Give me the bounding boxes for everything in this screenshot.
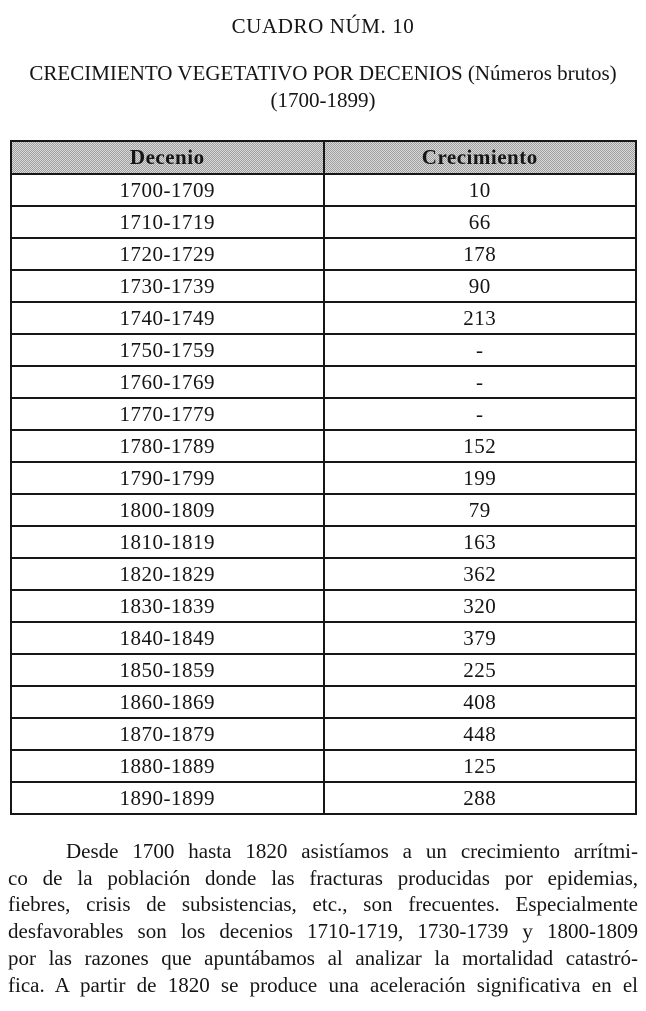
decenio-cell: 1840-1849 [11,622,324,654]
decenio-cell: 1870-1879 [11,718,324,750]
table-row [11,718,636,750]
table-row [11,526,636,558]
crecimiento-cell: 79 [324,494,637,526]
decenio-cell: 1790-1799 [11,462,324,494]
table-title [0,60,646,114]
crecimiento-cell: - [324,334,637,366]
decenio-cell: 1890-1899 [11,782,324,814]
crecimiento-cell: - [324,398,637,430]
decenio-cell: 1830-1839 [11,590,324,622]
table-row [11,750,636,782]
crecimiento-cell: 225 [324,654,637,686]
table-number-heading: CUADRO NÚM. 10 [231,14,415,38]
decenio-cell: 1780-1789 [11,430,324,462]
paragraph-line: por las razones que apuntábamos al analizar la mortalidad catastró- [8,945,638,970]
crecimiento-cell: 362 [324,558,637,590]
crecimiento-cell: 199 [324,462,637,494]
body-paragraph [8,838,638,998]
table-header-row [11,141,636,174]
decenio-cell: 1750-1759 [11,334,324,366]
table-row [11,238,636,270]
decenio-cell: 1820-1829 [11,558,324,590]
decenio-cell: 1770-1779 [11,398,324,430]
decenio-cell: 1700-1709 [11,174,324,206]
table-row [11,174,636,206]
table-title-line1: CRECIMIENTO VEGETATIVO POR DECENIOS (Números brutos) [29,61,617,85]
table-row [11,494,636,526]
table-title-line2: (1700-1899) [270,88,376,112]
crecimiento-cell: 66 [324,206,637,238]
table-row [11,782,636,814]
table-row [11,206,636,238]
table-row [11,302,636,334]
table-row [11,462,636,494]
paragraph-line: co de la población donde las fracturas producidas por epidemias, [8,865,638,890]
decenio-cell: 1810-1819 [11,526,324,558]
crecimiento-cell: 408 [324,686,637,718]
table-row [11,558,636,590]
decenio-cell: 1860-1869 [11,686,324,718]
table-row [11,334,636,366]
crecimiento-cell: 288 [324,782,637,814]
paragraph-line: fica. A partir de 1820 se produce una aceleración significativa en el [8,972,638,997]
paragraph-line: Desde 1700 hasta 1820 asistíamos a un crecimiento arrítmi- [66,839,638,863]
table-row [11,398,636,430]
table-row [11,366,636,398]
table-row [11,430,636,462]
data-table [10,140,637,815]
decenio-cell: 1730-1739 [11,270,324,302]
column-header-decenio: Decenio [11,141,324,174]
paragraph-line: desfavorables son los decenios 1710-1719, 1730-1739 y 1800-1809 [8,919,638,944]
crecimiento-cell: 163 [324,526,637,558]
table-row [11,590,636,622]
decenio-cell: 1760-1769 [11,366,324,398]
crecimiento-cell: 213 [324,302,637,334]
table-row [11,686,636,718]
table-row [11,622,636,654]
decenio-cell: 1880-1889 [11,750,324,782]
crecimiento-cell: 178 [324,238,637,270]
crecimiento-cell: 90 [324,270,637,302]
document-page [0,13,646,1011]
paragraph-line: fiebres, crisis de subsistencias, etc., son frecuentes. Especialmente [8,892,638,917]
crecimiento-cell: - [324,366,637,398]
decenio-cell: 1740-1749 [11,302,324,334]
crecimiento-cell: 379 [324,622,637,654]
decenio-cell: 1850-1859 [11,654,324,686]
decenio-cell: 1800-1809 [11,494,324,526]
decenio-cell: 1710-1719 [11,206,324,238]
table-row [11,270,636,302]
table-row [11,654,636,686]
crecimiento-cell: 10 [324,174,637,206]
crecimiento-cell: 125 [324,750,637,782]
crecimiento-cell: 448 [324,718,637,750]
crecimiento-cell: 152 [324,430,637,462]
crecimiento-cell: 320 [324,590,637,622]
column-header-crecimiento: Crecimiento [324,141,637,174]
decenio-cell: 1720-1729 [11,238,324,270]
